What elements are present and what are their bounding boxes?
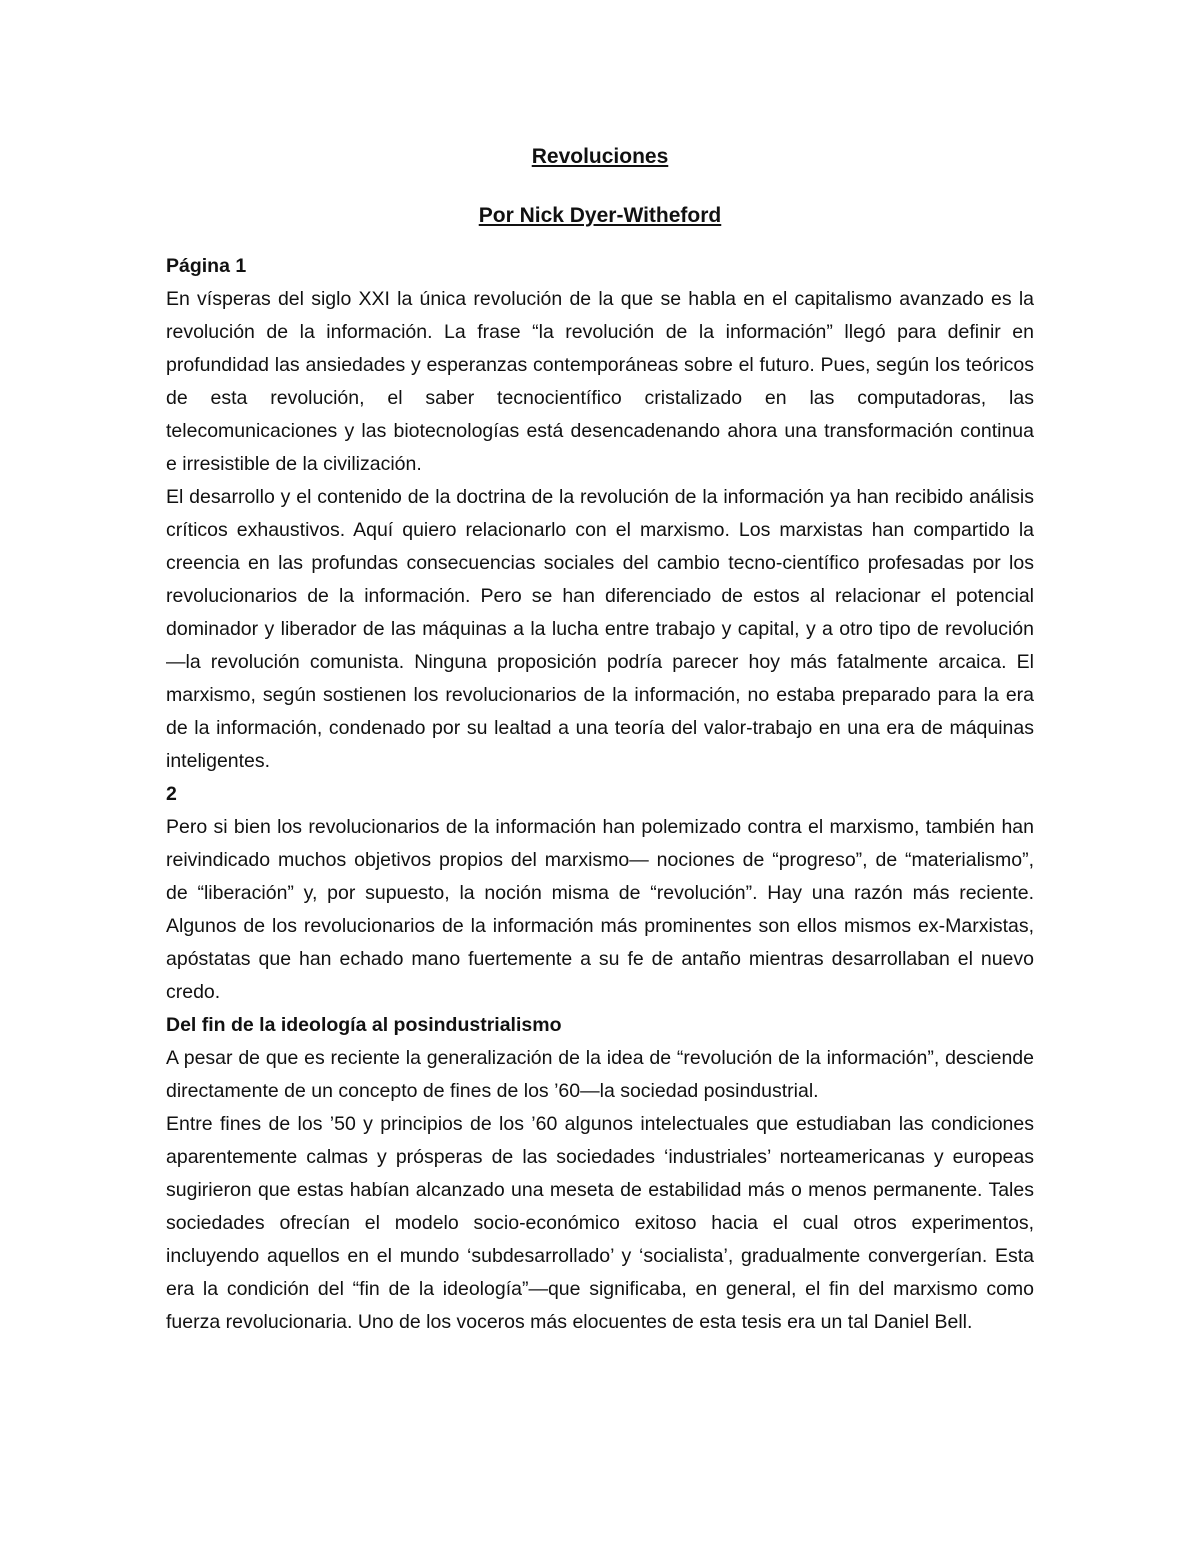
page-label: Página 1 (166, 255, 247, 277)
paragraph-1: En vísperas del siglo XXI la única revolución de la que se habla en el capitalismo avanzado es la revolución de la información. La frase “la revolución de la información” llegó para definir en profundidad las ansiedades y esperanzas contemporáneas sobre el futuro. Pues, según los teóricos de esta revolución, el saber tecnocientífico cristalizado en las computadoras, las telecomunicaciones y las biotecnologías está desencadenando ahora una transformación continua e irresistible de la civilización. (166, 288, 1034, 475)
document-page (166, 140, 1034, 1339)
section-heading: Del fin de la ideología al posindustrialismo (166, 1014, 562, 1036)
document-author: Por Nick Dyer-Witheford (478, 204, 722, 227)
paragraph-4: A pesar de que es reciente la generalización de la idea de “revolución de la información”, desciende directamente de un concepto de fines de los ’60—la sociedad posindustrial. (166, 1047, 1034, 1102)
paragraph-2: El desarrollo y el contenido de la doctrina de la revolución de la información ya han recibido análisis críticos exhaustivos. Aquí quiero relacionarlo con el marxismo. Los marxistas han compartido la creencia en las profundas consecuencias sociales del cambio tecno-científico profesadas por los revolucionarios de la información. Pero se han diferenciado de estos al relacionar el potencial dominador y liberador de las máquinas a la lucha entre trabajo y capital, y a otro tipo de revolución—la revolución comunista. Ninguna proposición podría parecer hoy más fatalmente arcaica. El marxismo, según sostienen los revolucionarios de la información, no estaba preparado para la era de la información, condenado por su lealtad a una teoría del valor-trabajo en una era de máquinas inteligentes. (166, 486, 1034, 772)
page-2-label: 2 (166, 783, 177, 805)
paragraph-5: Entre fines de los ’50 y principios de los ’60 algunos intelectuales que estudiaban las condiciones aparentemente calmas y prósperas de las sociedades ‘industriales’ norteamericanas y europeas sugirieron que estas habían alcanzado una meseta de estabilidad más o menos permanente. Tales sociedades ofrecían el modelo socio-económico exitoso hacia el cual otros experimentos, incluyendo aquellos en el mundo ‘subdesarrollado’ y ‘socialista’, gradualmente convergerían. Esta era la condición del “fin de la ideología”—que significaba, en general, el fin del marxismo como fuerza revolucionaria. Uno de los voceros más elocuentes de esta tesis era un tal Daniel Bell. (166, 1113, 1034, 1333)
document-title: Revoluciones (531, 145, 669, 168)
paragraph-3: Pero si bien los revolucionarios de la información han polemizado contra el marxismo, también han reivindicado muchos objetivos propios del marxismo— nociones de “progreso”, de “materialismo”, de “liberación” y, por supuesto, la noción misma de “revolución”. Hay una razón más reciente. Algunos de los revolucionarios de la información más prominentes son ellos mismos ex-Marxistas, apóstatas que han echado mano fuertemente a su fe de antaño mientras desarrollaban el nuevo credo. (166, 816, 1034, 1003)
